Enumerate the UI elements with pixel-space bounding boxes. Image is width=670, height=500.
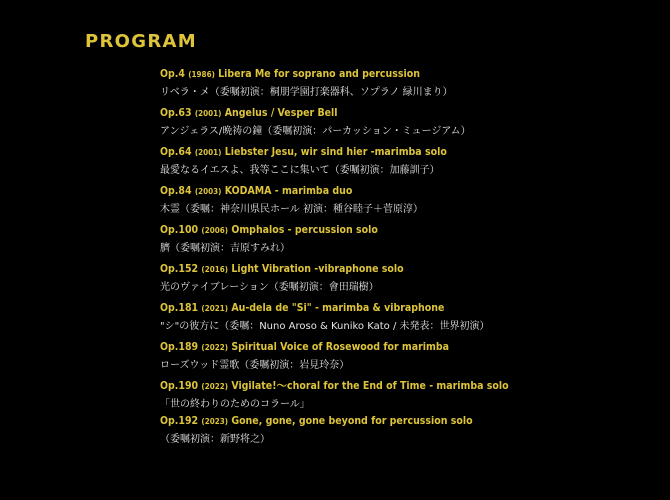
opus-number: Op.84 [160, 185, 192, 197]
opus-number: Op.152 [160, 263, 199, 275]
work-title-line [160, 67, 660, 82]
work-year: (1986) [188, 70, 215, 79]
opus-number: Op.63 [160, 107, 192, 119]
work-year: (2003) [194, 187, 222, 196]
work-subtitle: リベラ・メ（委嘱初演：桐朋学園打楽器科、ソプラノ 緑川まり） [160, 87, 453, 98]
work-title: Omphalos - percussion solo [231, 224, 378, 236]
work-title: Liebster Jesu, wir sind hier -marimba solo [224, 146, 447, 158]
opus-number: Op.100 [160, 224, 199, 236]
work-title-line [160, 145, 660, 160]
work-title-line [160, 340, 660, 355]
work-subtitle: 最愛なるイエスよ、我等ここに集いて（委嘱初演：加藤訓子） [160, 165, 440, 176]
program-item [160, 223, 660, 262]
work-title-line [160, 262, 660, 277]
program-item [160, 67, 660, 106]
work-title-line [160, 184, 660, 199]
work-title: Angelus / Vesper Bell [224, 107, 338, 119]
work-title: Au-dela de "Si" - marimba & vibraphone [231, 302, 445, 314]
program-item [160, 184, 660, 223]
work-year: (2016) [201, 265, 229, 274]
opus-number: Op.192 [160, 415, 199, 427]
program-item [160, 145, 660, 184]
work-year: (2022) [201, 382, 229, 391]
program-list [160, 67, 660, 453]
work-year: (2023) [201, 417, 229, 426]
work-title: Vigilate!～choral for the End of Time - marimba solo [231, 380, 509, 392]
work-title-line [160, 223, 660, 238]
work-year: (2001) [194, 148, 222, 157]
work-title-line [160, 379, 660, 394]
work-subtitle: 臍（委嘱初演：吉原すみれ） [160, 243, 290, 254]
opus-number: Op.181 [160, 302, 199, 314]
work-title: Libera Me for soprano and percussion [218, 68, 420, 80]
work-title: Spiritual Voice of Rosewood for marimba [231, 341, 449, 353]
work-subtitle: 木霊（委嘱：神奈川県民ホール 初演：種谷睦子＋菅原淳） [160, 204, 423, 215]
work-year: (2022) [201, 343, 229, 352]
opus-number: Op.64 [160, 146, 192, 158]
program-item [160, 414, 660, 453]
program-item [160, 379, 660, 414]
work-subtitle: アンジェラス/晩祷の鐘（委嘱初演：パーカッション・ミュージアム） [160, 126, 471, 137]
opus-number: Op.4 [160, 68, 185, 80]
program-item [160, 340, 660, 379]
work-subtitle: 光のヴァイブレーション（委嘱初演：會田瑞樹） [160, 282, 379, 293]
program-item [160, 262, 660, 301]
work-subtitle: 「世の終わりのためのコラール」 [160, 399, 310, 410]
work-title: Light Vibration -vibraphone solo [231, 263, 404, 275]
program-heading: PROGRAM [85, 31, 197, 52]
opus-number: Op.190 [160, 380, 199, 392]
work-title-line [160, 301, 660, 316]
opus-number: Op.189 [160, 341, 199, 353]
work-subtitle: ローズウッド霊歌（委嘱初演：岩見玲奈） [160, 360, 350, 371]
program-item [160, 106, 660, 145]
work-year: (2001) [194, 109, 222, 118]
work-title-line [160, 414, 660, 429]
program-item [160, 301, 660, 340]
work-subtitle: （委嘱初演：新野将之） [160, 434, 270, 445]
work-year: (2021) [201, 304, 229, 313]
work-title-line [160, 106, 660, 121]
work-title: Gone, gone, gone beyond for percussion solo [231, 415, 473, 427]
work-year: (2006) [201, 226, 229, 235]
work-title: KODAMA - marimba duo [224, 185, 353, 197]
work-subtitle: "シ"の彼方に（委嘱：Nuno Aroso & Kuniko Kato / 未発表：世界初演） [160, 321, 490, 332]
